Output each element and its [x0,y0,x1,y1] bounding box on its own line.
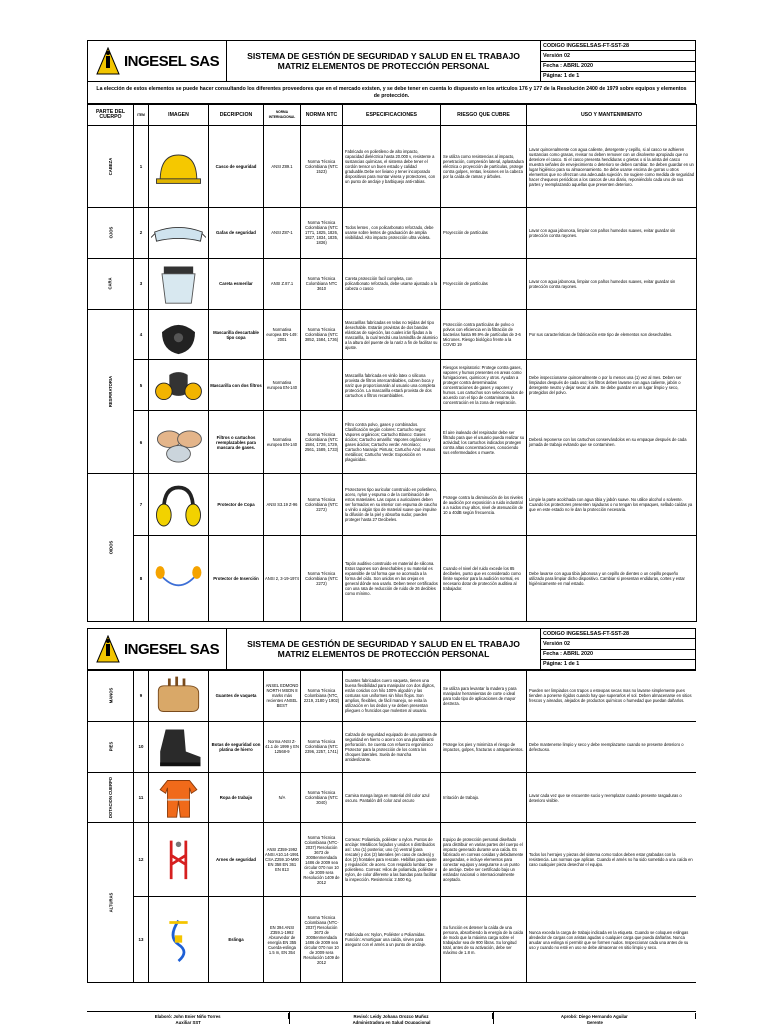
document-title: SISTEMA DE GESTIÓN DE SEGURIDAD Y SALUD EN EL TRABAJO MATRIZ ELEMENTOS DE PROTECCIÓN PERSONAL [227,629,541,669]
ntc-standard: Norma Técnica Colombiana (NTC 3852, 1584, 1736) [301,309,343,360]
body-part-cell: DOTACION CUERPO [88,772,134,823]
risk-covered: Proyección de partículas [441,258,527,309]
doc-page: Página: 1 de 1 [543,73,580,80]
epp-description: Casco de seguridad [209,126,264,208]
table-row [88,360,697,411]
table-row [88,772,697,823]
specifications: Mascarillas fabricadas en telas no tejidas del tipo desechable. Estarán provistas de dos bandas elásticas de sujeción, las cuales irán fijadas a la mascarilla, la cual tendrá una lamindlla de aluminio a la altura del puente de la nariz a fin de facilitar su ajuste. [343,309,441,360]
ntc-standard: Norma Técnica Colombiana (NTC 3040) [301,772,343,823]
table-row [88,309,697,360]
respirator-icon [151,362,206,408]
earmuff-icon [151,482,206,528]
epp-image-cell [149,671,209,722]
risk-covered: Proyección de partículas [441,208,527,259]
epp-image-cell [149,258,209,309]
document-codes [541,41,695,81]
international-standard: ANSI Z89.1 [264,126,301,208]
risk-covered: Irritación de trabajo. [441,772,527,823]
risk-covered: Equipo de protección personal diseñado para distribuir en varias partes del cuerpo el impacto generado durante una caída. Es fabricado en correas cosidas y debidamente aseguradas, e incluye elementos para conectar equipos y asegurarse a un punto de anclaje. Debe ser certificado bajo un estándar nacional o internacionalmente aceptado. [441,823,527,897]
table-row [88,671,697,722]
specifications: Mascarilla fabricada en vinilo latex o silicona provista de filtros intercambiables, cubren boca y nariz que proporcionarán al usuario una completa protección. La mascarilla estará provista de dos cartuchos o filtros recambiables. [343,360,441,411]
boot-icon [151,724,206,770]
use-maintenance: Debe inspeccionarse quincenalmente o por lo menos una (1) vez al mes. Deben ser limpiados después de cada uso; los filtros deben lavarse con agua caliente, jabón o detergente neutro y dejar secar al aire. Se debe guardar en un lugar limpio y seco, protegidos del polvo. [527,360,697,411]
epp-matrix-table [87,670,696,983]
specifications: Protectores tipo auricular construido en polietileno, acero, nylon y espuma o de la combinación de estos materiales. Las copas o auriculares deben ser formados en su interior con espuma de caucho o vinilo o algún tipo de material suave que impulse la difusión de la piel y absorba sudor, pueden proteger hasta 27 Decibeles. [343,474,441,536]
risk-covered: Protege los pies y minimiza el riesgo de impactos, golpes, fracturas o atrapamientos. [441,721,527,772]
specifications: Todos lentes , con policarbonato reforzado, debe usarse sobre lentes de graduación de amplia visibilidad. Alto impacto protección ultra violeta. [343,208,441,259]
approved-by: Aprobó: Diego Hernando Aguilar [494,1013,696,1019]
use-maintenance: Lavar cada vez que se encuentre sucio y reemplazar cuando presente rasgaduras o deterioro visible. [527,772,697,823]
document-header [87,628,696,670]
use-maintenance: Deberá reponerse con los cartuchos conservándolos en su empaque después de cada jornada de trabajo evitando que se contaminen. [527,411,697,474]
doc-version: Versión 02 [541,639,695,649]
ntc-standard: Norma Técnica Colombiana (NTC-2037) Resolución 3673 de 2008enmendada 1486 de 2009 sea circular 070 nov 10 de 2009 sera Resolución 1409 de 2012 [301,897,343,983]
epp-description: Mascarilla con dos filtros [209,360,264,411]
epp-image-cell [149,126,209,208]
document-header [87,40,696,82]
document-page-1 [87,40,696,597]
use-maintenance: Nunca exceda la carga de trabajo indicada en la etiqueta. Cuando se coloquen eslingas alrededor de cargas con aristas agudas o cualquier carga que pueda dañarlas. Nunca anudar una eslinga ni permitir que se formen nudos. Inspeccionar cada una antes de su uso y cuando no esté en uso se debe almacenar en sitio limpio y seco. [527,897,697,983]
body-part-cell: CABEZA [88,126,134,208]
risk-covered: Cuando el nivel del ruido excede los 85 decibeles, punto que es considerado como límite superior para la audición normal, es necesario dotar de protección auditiva al trabajador. [441,536,527,622]
document-codes [541,629,695,669]
table-row [88,823,697,897]
document-page-2 [87,628,696,1024]
epp-description: Eslinga [209,897,264,983]
col-ntc: NORMA NTC [301,105,343,126]
item-number: 3 [134,258,149,309]
use-maintenance: Lavar con agua jabonosa, limpiar con paños humedos suaves, evitar guardar sin protección contra rayones. [527,208,697,259]
epp-description: Protector de Inserción [209,536,264,622]
col-intl: NORMA INTERNACIONAL [264,105,301,126]
glove-icon [151,673,206,719]
table-row [88,208,697,259]
ntc-standard: Norma Técnica Colombiana (NTC 2272) [301,536,343,622]
item-number: 10 [134,721,149,772]
epp-description: Careta esmerilar [209,258,264,309]
use-maintenance: Lavar con agua jabonosa, limpiar con paños humedos suaves, evitar guardar sin protección contra rayones. [527,258,697,309]
international-standard: ANSI Z359-1992 ANSI A10.14-1991 CSA Z259.10-M90 EN 358 EN 361 EN 813 [264,823,301,897]
use-maintenance: Pueden ser limpiados con trapos o esteopas secas mas no lavarse simplemente pues tienden a ponerse rígidos cuando hay que superarlos el sol. Deben almacenarse en sitios frescos y aireados, alejados de productos químicos o humedad que puedan dañarlos. [527,671,697,722]
body-part-cell: OIDOS [88,474,134,622]
approved-by-role: Gerente [586,1020,603,1024]
ntc-standard: Norma Técnica Colombiana (NTC-2037) Resolución 3673 de 2008enmendada 1486 de 2009 sea circular 070 nov 10 de 2009 sera Resolución 1409 de 2012 [301,823,343,897]
signature-footer [87,1011,696,1024]
ntc-standard: Norma Técnica Colombiana (NTC, 2219, 2180 y 1902) [301,671,343,722]
body-part-cell: PIES [88,721,134,772]
document-title: SISTEMA DE GESTIÓN DE SEGURIDAD Y SALUD EN EL TRABAJO MATRIZ ELEMENTOS DE PROTECCIÓN PERSONAL [227,41,541,81]
international-standard: ANSI S3.19 Z-96 [264,474,301,536]
epp-description: Gafas de seguridad [209,208,264,259]
reviewed-by-role: Administradora en Salud Ocupacional [352,1020,431,1024]
ntc-standard [301,360,343,411]
item-number: 8 [134,536,149,622]
international-standard: Norma ANSI Z-41.1 de 1999 y EN 12568-9 [264,721,301,772]
item-number: 7 [134,474,149,536]
international-standard: EN 394 ANSI Z359.1-1992 Absorvedor de energía EN 355 Cuerda-eslinga 1.5 m, EN 354 [264,897,301,983]
goggles-icon [151,210,206,256]
table-row [88,536,697,622]
item-number: 13 [134,897,149,983]
epp-image-cell [149,721,209,772]
epp-description: Protector de Copa [209,474,264,536]
col-risk: RIESGO QUE CUBRE [441,105,527,126]
body-part-cell: CARA [88,258,134,309]
table-row [88,474,697,536]
ntc-standard: Norma Técnica Colombiana NTC 3610 [301,258,343,309]
epp-image-cell [149,772,209,823]
specifications: Tapón auditivo construido en material de silicona. Estos tapones son desechables y su material es expansible de tal forma que se acomoda a la forma del oído. Son unidos en las orejas en general dónde sea usarlo. Deben tener certificados con una rata de reducción de ruido de 26 decibles como mínimo. [343,536,441,622]
item-number: 1 [134,126,149,208]
specifications: Careta protección facil completa, con policarbonato reforzado, debe usarse ajustado a la cabeza o casco [343,258,441,309]
made-by: Elaboró: John Enier Niño Torres [87,1013,289,1019]
company-logo [88,41,227,81]
use-maintenance: Debe lavarse con agua tibia jabonosa y un cepillo de dientes o un cepillo pequeño utilizado para limpiar dicho dispositivo. Cambiar si presentan endiduras, cortes y estar higiénicamente en mal estado. [527,536,697,622]
risk-covered: Protege contra la disminución de los niveles de audición por exposición a ruido industrial a a ruidos muy altos, nivel de atenuación de 10 a 40dB según frecuencia. [441,474,527,536]
use-maintenance: Por sus características de fabricación este tipo de elementos son desechables. [527,309,697,360]
epp-image-cell [149,309,209,360]
risk-covered: El aire inaleado del respirador debe ser filtrado para que el usuario pueda realizar su actividad; los cartuchos indicados protegen contra altas concentraciones, conociendo sus enfermedades o muerte. [441,411,527,474]
international-standard: ANSI Z.87.1 [264,258,301,309]
international-standard: ANSI Z87-1 [264,208,301,259]
face-shield-icon [151,261,206,307]
doc-code: CODIGO INGESELSAS-FT-SST-28 [541,629,695,639]
epp-description: Ropa de trabajo [209,772,264,823]
item-number: 4 [134,309,149,360]
specifications: Camisa manga larga en material dril color azul oscuro. Pantalón dril color azul oscuro [343,772,441,823]
specifications: Correas: Poliamida, poliéster o nylon. Puntos de anclaje: Metálicos forjados y unidos n distribuidos así: Uno (1) posterior, uno (1) ventral (para rescate) y dos (2) laterales (en caso de cadera) y dos (2) frontales para rescate. Hebillas para ajuste y regulación: de acero. Con respaldo lumbar: De polietileno. Correas: Hilos de poliamida, poliéster o nylon, de color diferente a las bandas para facilitar la inspección. Resistencia: 2.500 Kg. [343,823,441,897]
reviewed-by: Revisó: Leidy Johana Orozco Muñoz [290,1013,492,1019]
doc-version: Versión 02 [541,51,695,61]
specifications: Calzado de seguridad equipado de una puntera de seguridad en hierro o acero con una plantilla anti perforación. Se cuenta con refuerzo ergonómico Protector para la protección de los contra los choques laterales. Suela de mancha antideslizante. [343,721,441,772]
use-maintenance: Limpie la parte acolchada con agua tibia y jabón suave. No utilice alcohol o solvente. Cuando los protectores presenten rajaduras o no tengan los empaques, sellado caídas ya que en este estado no le dan la protección necesaria. [527,474,697,536]
body-part-cell: MANOS [88,671,134,722]
col-part: PARTE DEL CUERPO [88,105,134,126]
risk-covered: Se utiliza para levantar la madera y para manipular herramientas de corte o ideal para todo tipo de aplicaciones de mayor destreza. [441,671,527,722]
cartridge-icon [151,419,206,465]
specifications: Guantes fabricados cuero vaqueta, tienen una buena flexibilidad para manipular con dos dígitos, están cosidos con hilo 100% algodón y las costuras son uniformes sin hilos flojos. Son amplios, flexibles, de fácil manejo, se evita la utilización en los dedos y se deben presentan pliegues o fruncidos que molesten al usuario. [343,671,441,722]
epp-description: Mascarilla descartable tipo copa [209,309,264,360]
ntc-standard: Norma Técnica Colombiana (NTC 2396, 2257, 1741) [301,721,343,772]
epp-image-cell [149,208,209,259]
epp-image-cell [149,360,209,411]
epp-image-cell [149,823,209,897]
ingesel-triangle-icon [96,635,120,663]
workwear-icon [151,775,206,821]
item-number: 9 [134,671,149,722]
specifications: Fabricado en polietileno de alto impacto, capacidad dieléctrica hasta 20.000 v, resistente a sustancias químicas, el sistema debe tener el cordón tensor un buen estado y calidad graduable.Debe ser liviano y tener incorporado dispositivos para montar visera y protectores, con un punto de anclaje y barbiquejo anti-rabias. [343,126,441,208]
epp-description: Botas de seguridad con platina de hierro [209,721,264,772]
international-standard: N/A [264,772,301,823]
use-maintenance: Lavar quincenalmente con agua caliente, detergente y cepillo, si al casco se adhieren sustancias como grasas, revisar no deben remover con un disolvente apropiado que no deteriore el casco. Si el casco presenta hendiduras o grietas o si la arista del casco muestra señales de envejecimiento o deterioro se deben cambiar. Se deben guardar en un lugar higiénico para su almacenamiento. Se debe usarse encima de gorras u otros elementos que no ofrezcan una adecuada sujeción. Se sugiere como medida de seguridad hacer chequeos periódicos a los cascos de uso diario, reponiéndolo cada uno de sus partes y reemplazando aquellas que presenten deterioro. [527,126,697,208]
international-standard: ANSI 2, 3-19-1974 [264,536,301,622]
table-header-row [88,105,697,126]
item-number: 11 [134,772,149,823]
company-name: INGESEL SAS [124,640,220,658]
epp-image-cell [149,474,209,536]
mask-icon [151,312,206,358]
item-number: 6 [134,411,149,474]
use-maintenance: Todos los herrajes y piezas del sistema como todos deben estar grabadas con la resistencia. Las normas que aplican. Cuando el arnés no ha sido sometido a una caída en caso cualquier pieza desechar el equipo. [527,823,697,897]
earplug-icon [151,556,206,602]
col-desc: DECRIPCION [209,105,264,126]
doc-date: Fecha : ABRIL 2020 [541,650,695,660]
body-part-cell: OJOS [88,208,134,259]
ntc-standard: Norma Técnica Colombiana (NTC 1523) [301,126,343,208]
ntc-standard: Norma Técnica Colombiana (NTC 1771, 1825, 1826, 1827, 1834, 1835, 1836) [301,208,343,259]
col-use: USO Y MANTENIMIENTO [527,105,697,126]
table-row [88,721,697,772]
item-number: 2 [134,208,149,259]
specifications: Filtro contra polvo, gases y combinados. Clasificación según colores: Cartucho negro: Vapores orgánicos; Cartucho Blanco: Gases ácidos; Cartucho amarillo: Vapores orgánicos y gases ácidos; Cartucho verde: Amoníaco; Cartucho Naranja: Pintura; Cartucho Azul: Humos metálicos; Cartucho Verde: Exposición en plaguicidas. [343,411,441,474]
item-number: 5 [134,360,149,411]
col-spec: ESPECIFICACIONES [343,105,441,126]
epp-description: Arnes de seguridad [209,823,264,897]
risk-covered: Riesgos respiratorio: Protege contra gases, vapores y humos presentes en areas como fumigaciones, quimicos y otros. Ayudan a proteger contra determinadas concentraciones de gases y vapores y humos. Los cartuchos son seleccionados de acuerdo con el tipo de contaminante, la concentración en la zona de respiración. [441,360,527,411]
epp-matrix-table [87,104,697,622]
body-part-cell: RESPIRATORIA [88,309,134,474]
use-maintenance: Debe mantenerse limpio y seco y debe reemplazarse cuando se presente deterioro o defectuoso. [527,721,697,772]
table-row [88,126,697,208]
epp-image-cell [149,536,209,622]
international-standard: ANSEL EDMOND NORTH MSDN 8 marks más recientes ANSEL BEST [264,671,301,722]
col-image: IMAGEN [149,105,209,126]
company-name: INGESEL SAS [124,52,220,70]
risk-covered: Protección contra partículas de polvo o polvos con eficiencia en la filtración de bacterias hasta 99.9% de partículas de 3-6 Micrones. Riesgo biológico frente a la COVID 19 [441,309,527,360]
table-row [88,411,697,474]
helmet-icon [151,144,206,190]
ntc-standard: Norma Técnica Colombiana (NTC 1584, 1728, 1729, 2561, 1589, 1733) [301,411,343,474]
col-item: ITEM [134,105,149,126]
made-by-role: Auxiliar SST [175,1020,201,1024]
epp-image-cell [149,411,209,474]
ntc-standard: Norma Técnica Colombiana (NTC 2272) [301,474,343,536]
doc-date: Fecha : ABRIL 2020 [541,62,695,72]
international-standard: Normativa europea EN-140 [264,411,301,474]
international-standard: Normativa europea EN-140 [264,360,301,411]
risk-covered: Se utiliza como resistencias al impacto, penetración, compresión lateral, aplastadura eléctrica o proyección de partículas, protege contra golpes, rentas, lesiones en la cabeza por la caída de ramas y árboles. [441,126,527,208]
body-part-cell: ALTURAS [88,823,134,983]
item-number: 12 [134,823,149,897]
company-logo [88,629,227,669]
epp-image-cell [149,897,209,983]
ingesel-triangle-icon [96,47,120,75]
harness-icon [151,837,206,883]
epp-description: Filtros o cartuchos reemplazables para mascara de gases. [209,411,264,474]
lanyard-icon [151,917,206,963]
epp-description: Guantes de vaqueta [209,671,264,722]
doc-page: Página: 1 de 1 [543,661,580,668]
specifications: Fabricada en: Nylon, Poliéster o Poliamidas. Función: Amortiguar una caída, sirven para asegurar con el arnés a un punto de anclaje. [343,897,441,983]
risk-covered: Su función es detener la caída de una persona, absorbiendo la energía de la caída de modo que la máxima carga sobre el trabajador sea de 900 libras. Su longitud total, antes de su activación, debe ser máximo de 1.8 m. [441,897,527,983]
table-row [88,258,697,309]
international-standard: Normativa europea EN-149: 2001 [264,309,301,360]
doc-code: CODIGO INGESELSAS-FT-SST-28 [541,41,695,51]
intro-text: La elección de estos elementos se puede hacer consultando los diferentes proveedores que en el mercado existen, y se debe tener en cuenta lo dispuesto en los artículos 176 y 177 de la Resolución 2400 de 1979 sobre equipos y elementos de protección. [87,82,696,104]
table-row [88,897,697,983]
